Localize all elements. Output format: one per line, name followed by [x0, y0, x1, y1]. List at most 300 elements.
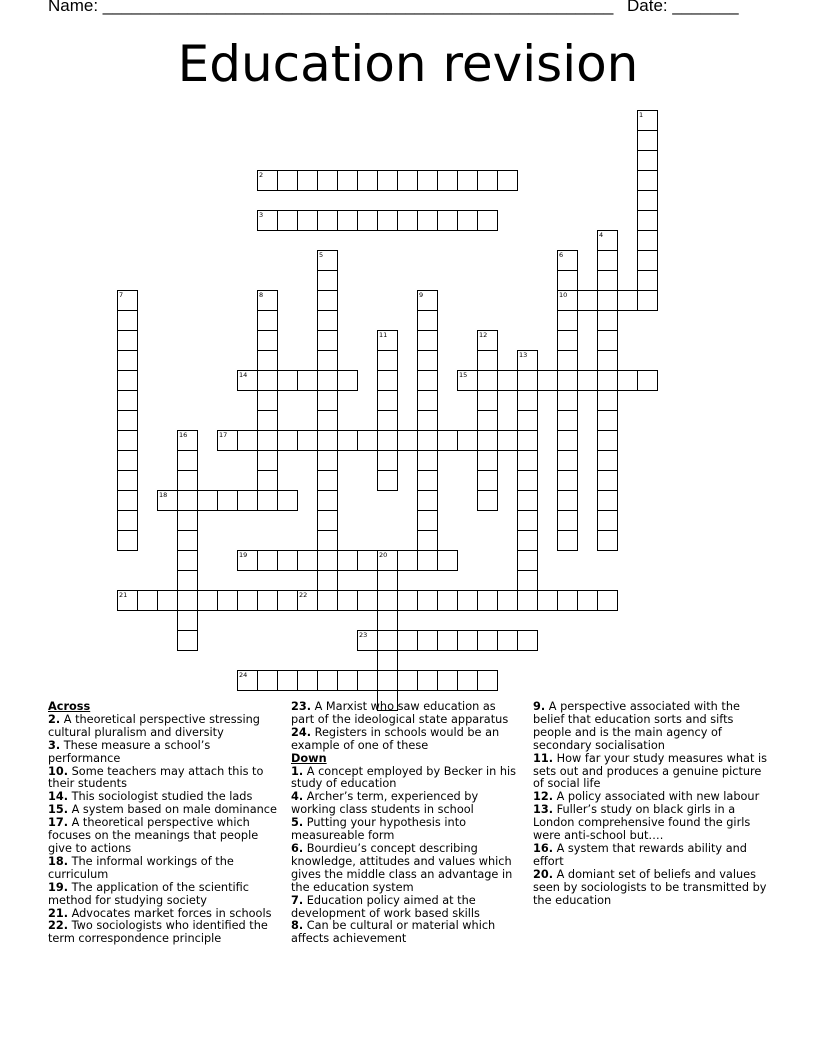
clue-item-text: Two sociologists who identified the term correspondence principle: [48, 919, 268, 946]
grid-cell[interactable]: [317, 370, 338, 391]
grid-cell[interactable]: [517, 530, 538, 551]
grid-cell[interactable]: [117, 450, 138, 471]
grid-cell[interactable]: [637, 370, 658, 391]
clue-item: [291, 766, 521, 792]
grid-cell[interactable]: [537, 370, 558, 391]
grid-cell[interactable]: [257, 330, 278, 351]
grid-cell[interactable]: [557, 250, 578, 271]
grid-cell[interactable]: [337, 170, 358, 191]
grid-cell[interactable]: [317, 410, 338, 431]
grid-cell[interactable]: [497, 630, 518, 651]
grid-cell[interactable]: [397, 670, 418, 691]
grid-cell[interactable]: [357, 670, 378, 691]
grid-cell[interactable]: [177, 510, 198, 531]
grid-cell[interactable]: [257, 450, 278, 471]
grid-cell[interactable]: [377, 370, 398, 391]
grid-cell[interactable]: [477, 390, 498, 411]
grid-cell[interactable]: [597, 270, 618, 291]
grid-cell[interactable]: [297, 550, 318, 571]
grid-cell[interactable]: [417, 450, 438, 471]
page-title: Education revision: [177, 35, 639, 93]
grid-cell[interactable]: [537, 590, 558, 611]
grid-cell[interactable]: [277, 670, 298, 691]
clue-item: [48, 817, 278, 856]
clue-item: [291, 920, 521, 946]
clue-item: [291, 895, 521, 921]
grid-cell[interactable]: [117, 310, 138, 331]
grid-cell[interactable]: [457, 590, 478, 611]
grid-cell[interactable]: [617, 290, 638, 311]
grid-cell[interactable]: [517, 630, 538, 651]
grid-cell[interactable]: [377, 610, 398, 631]
grid-cell[interactable]: [317, 330, 338, 351]
grid-cell[interactable]: [297, 170, 318, 191]
grid-cell[interactable]: [557, 590, 578, 611]
grid-cell[interactable]: [257, 350, 278, 371]
grid-cell[interactable]: [297, 210, 318, 231]
grid-cell[interactable]: [137, 590, 158, 611]
grid-cell[interactable]: [317, 510, 338, 531]
grid-cell[interactable]: [477, 590, 498, 611]
grid-cell[interactable]: [437, 210, 458, 231]
grid-cell[interactable]: [257, 170, 278, 191]
grid-cell[interactable]: [257, 290, 278, 311]
grid-cell[interactable]: [397, 590, 418, 611]
grid-cell[interactable]: [237, 590, 258, 611]
clue-item-number: 16.: [533, 841, 554, 855]
grid-cell[interactable]: [277, 490, 298, 511]
grid-cell[interactable]: [257, 310, 278, 331]
grid-cell[interactable]: [417, 210, 438, 231]
grid-cell[interactable]: [417, 350, 438, 371]
grid-cell[interactable]: [317, 550, 338, 571]
grid-cell[interactable]: [337, 210, 358, 231]
clue-item: [48, 714, 278, 740]
grid-cell[interactable]: [317, 390, 338, 411]
grid-cell[interactable]: [177, 470, 198, 491]
grid-cell[interactable]: [517, 570, 538, 591]
clue-number: 6: [559, 251, 564, 259]
grid-cell[interactable]: [417, 590, 438, 611]
grid-cell[interactable]: [197, 590, 218, 611]
grid-cell[interactable]: [477, 450, 498, 471]
grid-cell[interactable]: [577, 290, 598, 311]
grid-cell[interactable]: [417, 330, 438, 351]
grid-cell[interactable]: [337, 550, 358, 571]
grid-cell[interactable]: [257, 470, 278, 491]
grid-cell[interactable]: [637, 270, 658, 291]
grid-cell[interactable]: [637, 110, 658, 131]
clue-item-number: 5.: [291, 816, 304, 830]
grid-cell[interactable]: [377, 650, 398, 671]
grid-cell[interactable]: [477, 430, 498, 451]
grid-cell[interactable]: [637, 250, 658, 271]
grid-cell[interactable]: [217, 590, 238, 611]
grid-cell[interactable]: [117, 510, 138, 531]
clue-item-text: Bourdieu’s concept describing knowledge, attitudes and values which gives the middle class an advantage in the education system: [291, 841, 513, 894]
grid-cell[interactable]: [417, 630, 438, 651]
grid-cell[interactable]: [477, 350, 498, 371]
clue-number: 13: [519, 351, 528, 359]
clue-item-number: 20.: [533, 867, 554, 881]
grid-cell[interactable]: [237, 430, 258, 451]
grid-cell[interactable]: [597, 590, 618, 611]
grid-cell[interactable]: [597, 370, 618, 391]
grid-cell[interactable]: [477, 490, 498, 511]
grid-cell[interactable]: [557, 370, 578, 391]
grid-cell[interactable]: [397, 430, 418, 451]
date-field[interactable]: Date: _______: [627, 0, 739, 15]
grid-cell[interactable]: [317, 350, 338, 371]
grid-cell[interactable]: [617, 370, 638, 391]
grid-cell[interactable]: [297, 590, 318, 611]
grid-cell[interactable]: [517, 390, 538, 411]
grid-cell[interactable]: [317, 170, 338, 191]
grid-cell[interactable]: [477, 470, 498, 491]
grid-cell[interactable]: [637, 290, 658, 311]
grid-cell[interactable]: [577, 370, 598, 391]
grid-cell[interactable]: [417, 530, 438, 551]
grid-cell[interactable]: [437, 170, 458, 191]
grid-cell[interactable]: [597, 350, 618, 371]
grid-cell[interactable]: [457, 670, 478, 691]
grid-cell[interactable]: [557, 270, 578, 291]
grid-cell[interactable]: [317, 290, 338, 311]
grid-cell[interactable]: [257, 410, 278, 431]
grid-cell[interactable]: [497, 430, 518, 451]
grid-cell[interactable]: [377, 330, 398, 351]
grid-cell[interactable]: [297, 670, 318, 691]
grid-cell[interactable]: [117, 530, 138, 551]
clues-column-3: [533, 701, 768, 908]
grid-cell[interactable]: [277, 430, 298, 451]
grid-cell[interactable]: [417, 470, 438, 491]
grid-cell[interactable]: [477, 170, 498, 191]
grid-cell[interactable]: [257, 590, 278, 611]
grid-cell[interactable]: [637, 210, 658, 231]
grid-cell[interactable]: [397, 550, 418, 571]
grid-cell[interactable]: [177, 490, 198, 511]
grid-cell[interactable]: [337, 670, 358, 691]
grid-cell[interactable]: [637, 130, 658, 151]
grid-cell[interactable]: [557, 290, 578, 311]
grid-cell[interactable]: [377, 570, 398, 591]
grid-cell[interactable]: [177, 450, 198, 471]
grid-cell[interactable]: [177, 550, 198, 571]
grid-cell[interactable]: [177, 630, 198, 651]
grid-cell[interactable]: [397, 170, 418, 191]
grid-cell[interactable]: [517, 430, 538, 451]
clue-number: 11: [379, 331, 388, 339]
grid-cell[interactable]: [417, 170, 438, 191]
grid-cell[interactable]: [117, 350, 138, 371]
grid-cell[interactable]: [437, 670, 458, 691]
grid-cell[interactable]: [597, 330, 618, 351]
grid-cell[interactable]: [557, 310, 578, 331]
grid-cell[interactable]: [317, 270, 338, 291]
grid-cell[interactable]: [417, 550, 438, 571]
clue-item-number: 12.: [533, 790, 554, 804]
grid-cell[interactable]: [557, 410, 578, 431]
grid-cell[interactable]: [517, 550, 538, 571]
grid-cell[interactable]: [597, 230, 618, 251]
grid-cell[interactable]: [457, 630, 478, 651]
grid-cell[interactable]: [557, 350, 578, 371]
grid-cell[interactable]: [257, 390, 278, 411]
grid-cell[interactable]: [377, 350, 398, 371]
grid-cell[interactable]: [197, 490, 218, 511]
grid-cell[interactable]: [177, 530, 198, 551]
grid-cell[interactable]: [377, 170, 398, 191]
grid-cell[interactable]: [417, 290, 438, 311]
grid-cell[interactable]: [177, 610, 198, 631]
clue-item: [291, 727, 521, 753]
grid-cell[interactable]: [417, 410, 438, 431]
grid-cell[interactable]: [257, 490, 278, 511]
grid-cell[interactable]: [337, 430, 358, 451]
grid-cell[interactable]: [117, 390, 138, 411]
grid-cell[interactable]: [637, 230, 658, 251]
grid-cell[interactable]: [457, 430, 478, 451]
grid-cell[interactable]: [317, 530, 338, 551]
grid-cell[interactable]: [577, 590, 598, 611]
clue-item-number: 6.: [291, 841, 304, 855]
grid-cell[interactable]: [257, 670, 278, 691]
grid-cell[interactable]: [277, 210, 298, 231]
grid-cell[interactable]: [117, 370, 138, 391]
grid-cell[interactable]: [557, 510, 578, 531]
clue-item: [533, 753, 768, 792]
grid-cell[interactable]: [637, 190, 658, 211]
clue-item: [533, 843, 768, 869]
clue-number: 9: [419, 291, 424, 299]
grid-cell[interactable]: [417, 310, 438, 331]
clue-item-text: A policy associated with new labour: [553, 790, 760, 804]
grid-cell[interactable]: [357, 550, 378, 571]
grid-cell[interactable]: [397, 630, 418, 651]
grid-cell[interactable]: [177, 590, 198, 611]
grid-cell[interactable]: [377, 470, 398, 491]
grid-cell[interactable]: [597, 410, 618, 431]
clues-column-2: [291, 701, 521, 946]
across-heading: Across: [48, 700, 91, 713]
grid-cell[interactable]: [317, 490, 338, 511]
clue-item: [48, 740, 278, 766]
grid-cell[interactable]: [357, 210, 378, 231]
grid-cell[interactable]: [357, 590, 378, 611]
grid-cell[interactable]: [177, 570, 198, 591]
grid-cell[interactable]: [517, 370, 538, 391]
grid-cell[interactable]: [557, 530, 578, 551]
grid-cell[interactable]: [517, 470, 538, 491]
grid-cell[interactable]: [337, 590, 358, 611]
grid-cell[interactable]: [117, 430, 138, 451]
grid-cell[interactable]: [377, 430, 398, 451]
grid-cell[interactable]: [397, 210, 418, 231]
grid-cell[interactable]: [437, 590, 458, 611]
grid-cell[interactable]: [297, 430, 318, 451]
grid-cell[interactable]: [277, 590, 298, 611]
grid-cell[interactable]: [317, 430, 338, 451]
grid-cell[interactable]: [497, 170, 518, 191]
grid-cell[interactable]: [557, 390, 578, 411]
name-field[interactable]: Name: ______________________________________________________: [48, 0, 614, 15]
grid-cell[interactable]: [477, 410, 498, 431]
grid-cell[interactable]: [237, 550, 258, 571]
grid-cell[interactable]: [497, 590, 518, 611]
grid-cell[interactable]: [217, 430, 238, 451]
grid-cell[interactable]: [437, 630, 458, 651]
clues-column-1: [48, 701, 278, 946]
grid-cell[interactable]: [477, 370, 498, 391]
grid-cell[interactable]: [357, 630, 378, 651]
grid-cell[interactable]: [277, 550, 298, 571]
grid-cell[interactable]: [437, 550, 458, 571]
clue-item-number: 19.: [48, 880, 69, 894]
grid-cell[interactable]: [477, 630, 498, 651]
clue-item-text: A system based on male dominance: [68, 803, 277, 817]
grid-cell[interactable]: [377, 670, 398, 691]
grid-cell[interactable]: [377, 210, 398, 231]
grid-cell[interactable]: [417, 430, 438, 451]
grid-cell[interactable]: [277, 370, 298, 391]
grid-cell[interactable]: [117, 590, 138, 611]
grid-cell[interactable]: [457, 210, 478, 231]
clue-item-text: A system that rewards ability and effort: [533, 841, 747, 868]
grid-cell[interactable]: [477, 330, 498, 351]
clue-item-number: 14.: [48, 790, 69, 804]
grid-cell[interactable]: [557, 470, 578, 491]
clue-number: 20: [379, 551, 388, 559]
grid-cell[interactable]: [317, 450, 338, 471]
grid-cell[interactable]: [117, 330, 138, 351]
clue-number: 23: [359, 631, 368, 639]
grid-cell[interactable]: [117, 410, 138, 431]
grid-cell[interactable]: [117, 290, 138, 311]
grid-cell[interactable]: [457, 170, 478, 191]
clue-item-number: 18.: [48, 854, 69, 868]
grid-cell[interactable]: [237, 490, 258, 511]
grid-cell[interactable]: [357, 430, 378, 451]
clue-number: 10: [559, 291, 568, 299]
clue-number: 19: [239, 551, 248, 559]
clue-item: [48, 856, 278, 882]
clue-item-text: Fuller’s study on black girls in a London comprehensive found the girls were anti-school but….: [533, 803, 751, 843]
grid-cell[interactable]: [597, 450, 618, 471]
grid-cell[interactable]: [557, 450, 578, 471]
grid-cell[interactable]: [257, 430, 278, 451]
grid-cell[interactable]: [637, 150, 658, 171]
grid-cell[interactable]: [517, 450, 538, 471]
grid-cell[interactable]: [597, 530, 618, 551]
grid-cell[interactable]: [417, 510, 438, 531]
grid-cell[interactable]: [437, 430, 458, 451]
grid-cell[interactable]: [377, 410, 398, 431]
grid-cell[interactable]: [257, 370, 278, 391]
grid-cell[interactable]: [417, 490, 438, 511]
grid-cell[interactable]: [597, 510, 618, 531]
grid-cell[interactable]: [597, 390, 618, 411]
grid-cell[interactable]: [597, 250, 618, 271]
grid-cell[interactable]: [377, 450, 398, 471]
grid-cell[interactable]: [477, 670, 498, 691]
grid-cell[interactable]: [237, 370, 258, 391]
grid-cell[interactable]: [597, 310, 618, 331]
grid-cell[interactable]: [317, 470, 338, 491]
clue-item-text: These measure a school’s performance: [48, 738, 211, 765]
grid-cell[interactable]: [257, 550, 278, 571]
grid-cell[interactable]: [377, 590, 398, 611]
grid-cell[interactable]: [157, 590, 178, 611]
grid-cell[interactable]: [277, 170, 298, 191]
clue-item: [533, 701, 768, 753]
grid-cell[interactable]: [257, 210, 278, 231]
grid-cell[interactable]: [357, 170, 378, 191]
grid-cell[interactable]: [517, 590, 538, 611]
grid-cell[interactable]: [497, 370, 518, 391]
clue-item-text: Archer’s term, experienced by working class students in school: [291, 790, 479, 817]
grid-cell[interactable]: [637, 170, 658, 191]
down-heading: Down: [291, 751, 327, 765]
grid-cell[interactable]: [317, 210, 338, 231]
clue-item-number: 7.: [291, 893, 304, 907]
grid-cell[interactable]: [557, 490, 578, 511]
grid-cell[interactable]: [297, 370, 318, 391]
grid-cell[interactable]: [517, 350, 538, 371]
grid-cell[interactable]: [417, 370, 438, 391]
grid-cell[interactable]: [597, 490, 618, 511]
grid-cell[interactable]: [517, 490, 538, 511]
grid-cell[interactable]: [317, 310, 338, 331]
grid-cell[interactable]: [317, 250, 338, 271]
clue-item: [48, 766, 278, 792]
clue-item-number: 22.: [48, 919, 69, 933]
grid-cell[interactable]: [597, 470, 618, 491]
clue-item-number: 1.: [291, 764, 304, 778]
grid-cell[interactable]: [557, 330, 578, 351]
clue-item-text: A theoretical perspective which focuses on the meanings that people give to actions: [48, 816, 259, 855]
grid-cell[interactable]: [117, 470, 138, 491]
clue-item-text: A theoretical perspective stressing cultural pluralism and diversity: [48, 712, 260, 739]
grid-cell[interactable]: [317, 590, 338, 611]
grid-cell[interactable]: [337, 370, 358, 391]
grid-cell[interactable]: [317, 670, 338, 691]
grid-cell[interactable]: [157, 490, 178, 511]
grid-cell[interactable]: [417, 670, 438, 691]
grid-cell[interactable]: [597, 430, 618, 451]
clue-item-number: 8.: [291, 919, 304, 933]
grid-cell[interactable]: [477, 210, 498, 231]
grid-cell[interactable]: [217, 490, 238, 511]
grid-cell[interactable]: [377, 550, 398, 571]
grid-cell[interactable]: [457, 370, 478, 391]
grid-cell[interactable]: [517, 410, 538, 431]
grid-cell[interactable]: [237, 670, 258, 691]
grid-cell[interactable]: [517, 510, 538, 531]
grid-cell[interactable]: [177, 430, 198, 451]
grid-cell[interactable]: [557, 430, 578, 451]
grid-cell[interactable]: [377, 390, 398, 411]
grid-cell[interactable]: [377, 630, 398, 651]
grid-cell[interactable]: [317, 570, 338, 591]
grid-cell[interactable]: [597, 290, 618, 311]
clue-number: 22: [299, 591, 308, 599]
clue-item-number: 2.: [48, 712, 61, 726]
grid-cell[interactable]: [117, 490, 138, 511]
clue-item-text: Education policy aimed at the development of work based skills: [291, 893, 480, 920]
grid-cell[interactable]: [417, 390, 438, 411]
clue-item-number: 9.: [533, 700, 546, 713]
